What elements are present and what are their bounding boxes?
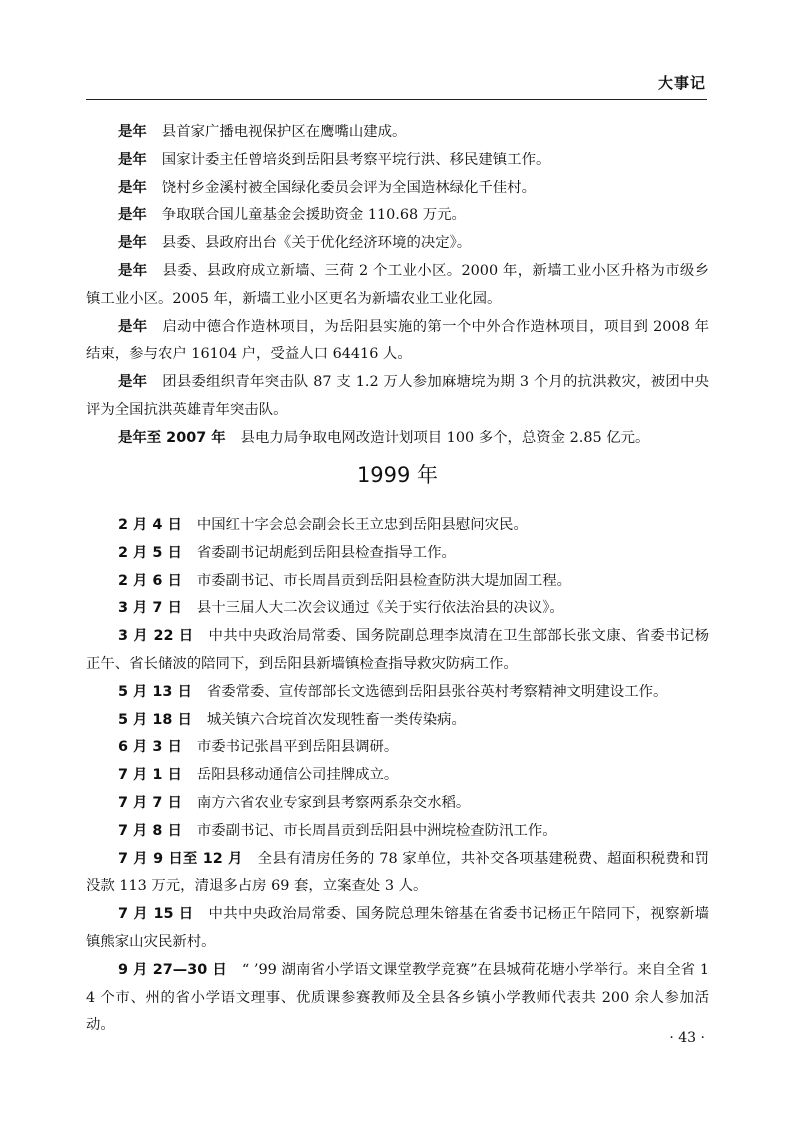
entry-date: 是年 bbox=[118, 207, 147, 224]
entry-date: 2 月 4 日 bbox=[118, 517, 182, 533]
entry-text: 县首家广播电视保护区在鹰嘴山建成。 bbox=[161, 124, 407, 140]
entry-text: 县委、县政府成立新墙、三荷 2 个工业小区。2000 年，新墙工业小区升格为市级乡镇工业小区。2005 年，新墙工业小区更名为新墙农业工业化园。 bbox=[86, 262, 709, 307]
chronicle-entry bbox=[86, 175, 709, 203]
entry-date: 2 月 5 日 bbox=[118, 544, 182, 561]
chronicle-entry bbox=[86, 119, 709, 147]
entry-text: 县委、县政府出台《关于优化经济环境的决定》。 bbox=[161, 235, 472, 252]
entry-text: 县电力局争取电网改造计划项目 100 多个，总资金 2.85 亿元。 bbox=[240, 429, 650, 446]
entry-text: 市委副书记、市长周昌贡到岳阳县检查防洪大堤加固工程。 bbox=[196, 572, 572, 589]
entry-text: 南方六省农业专家到县考察两系杂交水稻。 bbox=[196, 794, 471, 811]
entry-date: 9 月 27—30 日 bbox=[118, 961, 227, 978]
entry-date: 是年 bbox=[118, 374, 148, 391]
chronicle-entry bbox=[86, 512, 709, 540]
header-divider bbox=[86, 99, 707, 100]
entry-date: 7 月 9 日至 12 月 bbox=[118, 850, 243, 867]
running-header-title: 大事记 bbox=[657, 74, 706, 92]
entry-date: 是年 bbox=[118, 318, 148, 335]
chronicle-entry bbox=[86, 790, 709, 818]
entries-section-1 bbox=[86, 119, 709, 453]
entry-text: 全县有清房任务的 78 家单位，共补交各项基建税费、超面积税费和罚没款 113 万元，清退多占房 69 套，立案查处 3 人。 bbox=[86, 850, 709, 895]
entry-text: 岳阳县移动通信公司挂牌成立。 bbox=[196, 767, 399, 784]
chronicle-entry bbox=[86, 679, 709, 707]
entry-date: 7 月 1 日 bbox=[118, 767, 182, 784]
entry-text: 城关镇六合垸首次发现牲畜一类传染病。 bbox=[206, 711, 466, 728]
chronicle-entry bbox=[86, 595, 709, 623]
entry-text: 团县委组织青年突击队 87 支 1.2 万人参加麻塘垸为期 3 个月的抗洪救灾，被团中央评为全国抗洪英雄青年突击队。 bbox=[86, 374, 709, 418]
entry-text: 中共中央政治局常委、国务院副总理李岚清在卫生部部长张文康、省委书记杨正午、省长储波的陪同下，到岳阳县新墙镇检查指导救灾防病工作。 bbox=[86, 628, 709, 672]
entry-date: 3 月 7 日 bbox=[118, 600, 182, 617]
entry-text: 中共中央政治局常委、国务院总理朱镕基在省委书记杨正午陪同下，视察新墙镇熊家山灾民新村。 bbox=[86, 906, 709, 950]
chronicle-entry bbox=[86, 707, 709, 735]
chronicle-entry bbox=[86, 568, 709, 596]
entry-date: 2 月 6 日 bbox=[118, 572, 182, 589]
chronicle-entry bbox=[86, 901, 709, 957]
entry-date: 是年 bbox=[118, 235, 147, 252]
entry-date: 7 月 7 日 bbox=[118, 794, 182, 811]
entry-date: 是年至 2007 年 bbox=[118, 429, 226, 446]
chronicle-entry bbox=[86, 540, 709, 568]
chronicle-entry bbox=[86, 957, 709, 1040]
entry-date: 是年 bbox=[118, 124, 147, 140]
chronicle-entry bbox=[86, 762, 709, 790]
entry-text: 市委副书记、市长周昌贡到岳阳县中洲垸检查防汛工作。 bbox=[196, 822, 557, 839]
chronicle-entry bbox=[86, 425, 709, 453]
chronicle-entry bbox=[86, 202, 709, 230]
chronicle-entry bbox=[86, 258, 709, 314]
chronicle-entry bbox=[86, 818, 709, 846]
entry-date: 是年 bbox=[118, 179, 147, 196]
entry-text: 省委常委、宣传部部长文选德到岳阳县张谷英村考察精神文明建设工作。 bbox=[206, 683, 668, 700]
entry-date: 7 月 8 日 bbox=[118, 822, 182, 839]
entry-text: 省委副书记胡彪到岳阳县检查指导工作。 bbox=[196, 544, 456, 561]
entry-text: 县十三届人大二次会议通过《关于实行依法治县的决议》。 bbox=[196, 600, 564, 617]
entry-date: 7 月 15 日 bbox=[118, 906, 194, 923]
entry-text: 国家计委主任曾培炎到岳阳县考察平垸行洪、移民建镇工作。 bbox=[161, 151, 551, 168]
entry-date: 5 月 18 日 bbox=[118, 711, 192, 728]
entry-date: 3 月 22 日 bbox=[118, 628, 194, 645]
entry-date: 是年 bbox=[118, 151, 147, 168]
entry-text: 饶村乡金溪村被全国绿化委员会评为全国造林绿化千佳村。 bbox=[161, 179, 536, 196]
entry-text: 市委书记张昌平到岳阳县调研。 bbox=[196, 739, 399, 756]
entries-section-1999 bbox=[86, 512, 709, 1040]
chronicle-entry bbox=[86, 147, 709, 175]
entry-text: “ ’99 湖南省小学语文课堂教学竞赛”在县城荷花塘小学举行。来自全省 14 个市、州的省小学语文理事、优质课参赛教师及全县各乡镇小学教师代表共 200 余人参加活动。 bbox=[86, 961, 709, 1034]
chronicle-entry bbox=[86, 623, 709, 679]
entry-date: 5 月 13 日 bbox=[118, 683, 192, 700]
entry-text: 争取联合国儿童基金会援助资金 110.68 万元。 bbox=[161, 207, 466, 224]
chronicle-entry bbox=[86, 734, 709, 762]
entry-date: 是年 bbox=[118, 262, 148, 279]
chronicle-entry bbox=[86, 369, 709, 425]
entry-text: 中国红十字会总会副会长王立忠到岳阳县慰问灾民。 bbox=[196, 517, 528, 533]
entry-text: 启动中德合作造林项目，为岳阳县实施的第一个中外合作造林项目，项目到 2008 年结束，参与农户 16104 户，受益人口 64416 人。 bbox=[86, 318, 709, 363]
chronicle-entry bbox=[86, 230, 709, 258]
entry-date: 6 月 3 日 bbox=[118, 739, 182, 756]
page-number: · 43 · bbox=[669, 1030, 705, 1046]
chronicle-entry bbox=[86, 314, 709, 370]
year-heading: 1999 年 bbox=[356, 463, 439, 487]
chronicle-entry bbox=[86, 846, 709, 902]
